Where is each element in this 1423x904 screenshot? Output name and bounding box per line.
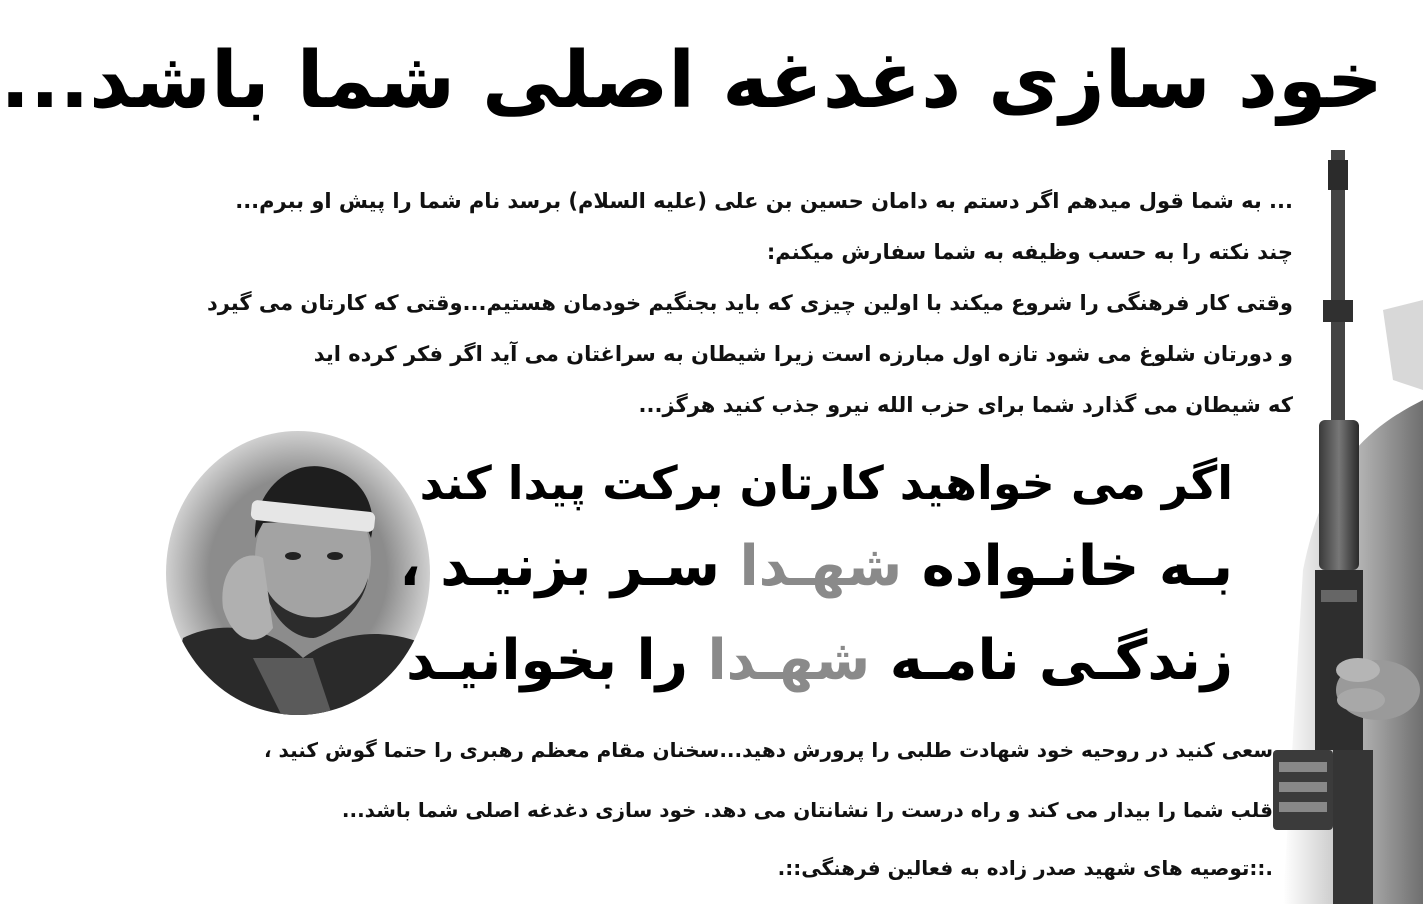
intro-line: و دورتان شلوغ می شود تازه اول مبارزه است زیرا شیطان به سراغتان می آید اگر فکر کرده اید bbox=[313, 342, 1293, 366]
intro-line: چند نکته را به حسب وظیفه به شما سفارش میکنم: bbox=[766, 240, 1293, 264]
headline-text: سـر بزنیـد ، bbox=[399, 534, 720, 599]
headline-line bbox=[363, 614, 1233, 708]
headline-highlight: شهـدا bbox=[739, 534, 903, 599]
headline-line: اگر می خواهید کارتان برکت پیدا کند bbox=[419, 456, 1233, 510]
headline-text: زندگـی نامـه bbox=[889, 628, 1233, 693]
headline-text: را بخوانیـد bbox=[405, 628, 688, 693]
headline-block bbox=[363, 446, 1233, 708]
headline-line bbox=[363, 520, 1233, 614]
intro-paragraph bbox=[203, 176, 1293, 431]
intro-line: وقتی کار فرهنگی را شروع میکند با اولین چیزی که باید بجنگیم خودمان هستیم...وقتی که کارتان می گیرد bbox=[206, 291, 1293, 315]
closing-paragraph bbox=[173, 720, 1273, 896]
headline-text: بـه خانـواده bbox=[921, 534, 1233, 599]
closing-line: قلب شما را بیدار می کند و راه درست را نشانتان می دهد. خود سازی دغدغه اصلی شما باشد... bbox=[341, 798, 1273, 822]
footer-caption: .::توصیه های شهید صدر زاده به فعالین فرهنگی::. bbox=[777, 856, 1273, 880]
page-title: خود سازی دغدغه اصلی شما باشد... bbox=[0, 36, 1383, 126]
headline-highlight: شهـدا bbox=[707, 628, 871, 693]
intro-line: که شیطان می گذارد شما برای حزب الله نیرو جذب کنید هرگز... bbox=[638, 393, 1293, 417]
closing-line: سعی کنید در روحیه خود شهادت طلبی را پرورش دهید...سخنان مقام معظم رهبری را حتما گوش کنید ، bbox=[263, 738, 1273, 762]
intro-line: ... به شما قول میدهم اگر دستم به دامان حسین بن علی (علیه السلام) برسد نام شما را پیش او ببرم... bbox=[235, 189, 1293, 213]
